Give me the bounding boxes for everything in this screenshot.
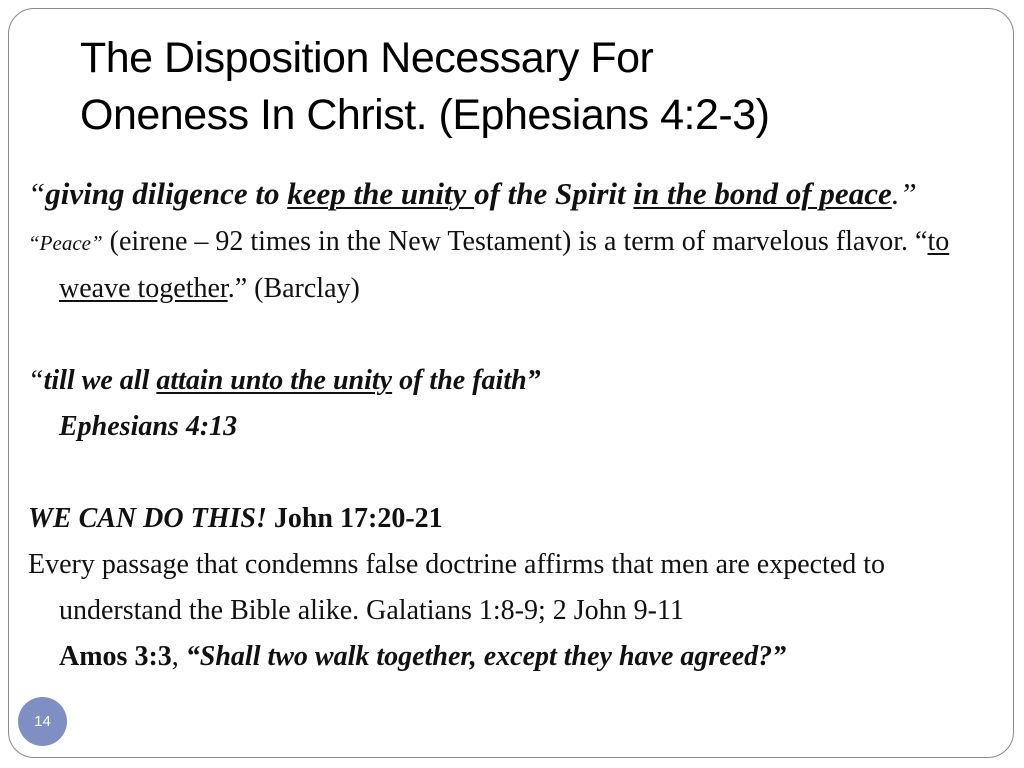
spacer: [28, 450, 998, 496]
amos-comma: ,: [171, 641, 186, 672]
title-line-1: The Disposition Necessary For: [80, 34, 654, 82]
verse1-text-2: of the Spirit: [474, 176, 634, 211]
verse1-underline-1: keep the unity: [287, 176, 475, 211]
amos-text: “Shall two walk together, except they have agreed?”: [185, 641, 787, 672]
verse1-underline-2: in the bond of peace: [633, 176, 892, 211]
verse2-text-1: till we all: [43, 365, 157, 396]
spacer: [28, 312, 998, 358]
title-line-2: Oneness In Christ. (Ephesians 4:2-3): [80, 91, 770, 139]
verse2-underline: attain unto the unity: [156, 365, 393, 396]
peace-word: “Peace”: [28, 231, 103, 255]
declaration-italic: WE CAN DO THIS!: [28, 503, 267, 534]
verse1-text-1: giving diligence to: [45, 176, 288, 211]
declaration-reference: John 17:20-21: [266, 503, 443, 534]
verse2-text-2: of the faith”: [392, 365, 541, 396]
peace-underline: to weave together: [59, 226, 950, 304]
slide-body: [28, 168, 998, 680]
peace-text-2: .” (Barclay): [227, 273, 360, 304]
slide-title: [80, 30, 980, 144]
amos-quote: [28, 634, 998, 680]
declaration: [28, 496, 998, 542]
verse-ephesians-4-3: [28, 168, 998, 219]
verse2-open-quote: “: [28, 365, 44, 396]
peace-note: [28, 219, 998, 312]
passage-note: Every passage that condemns false doctrine affirms that men are expected to understand the Bible alike. Galatians 1:8-9; 2 John 9-11: [28, 549, 886, 626]
slide-number-badge: 14: [18, 697, 67, 746]
amos-reference: Amos 3:3: [59, 641, 172, 672]
verse2-reference: Ephesians 4:13: [59, 411, 238, 442]
peace-text-1: (eirene – 92 times in the New Testament) is a term of marvelous flavor. “: [102, 226, 928, 257]
verse-ephesians-4-13: [28, 358, 998, 450]
verse1-open-quote: “: [28, 176, 46, 211]
verse1-close: .”: [891, 176, 917, 211]
